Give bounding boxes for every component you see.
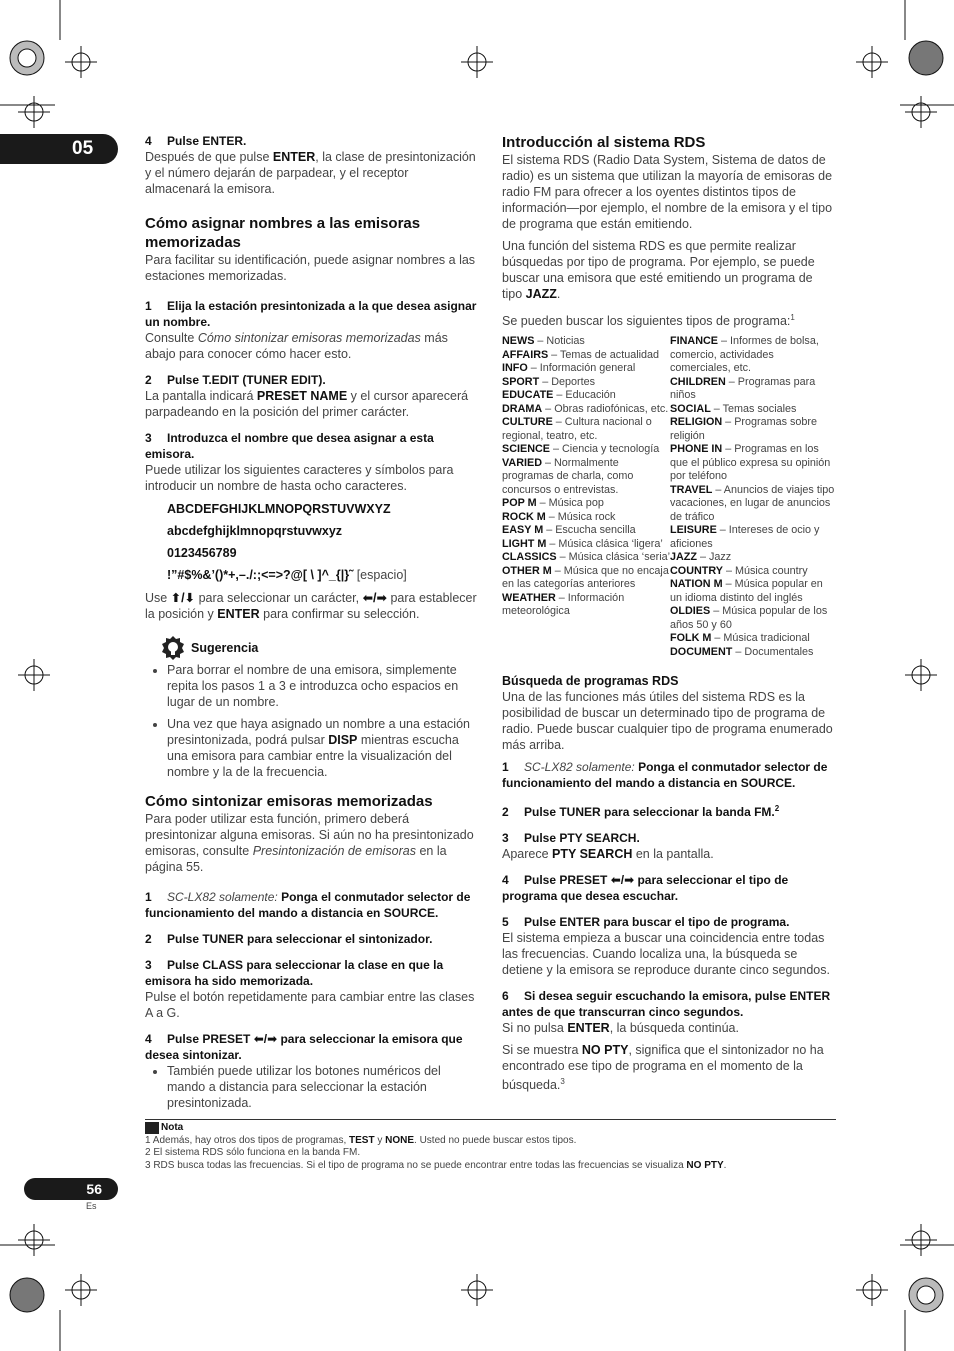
pty-item: LEISURE – Intereses de ocio y aficiones	[670, 524, 820, 550]
footnote-1: 1 Además, hay otros dos tipos de programas, TEST y NONE. Usted no puede buscar estos tipos.	[145, 1134, 577, 1146]
tip-item: • Una vez que haya asignado un nombre a una estación presintonizada, podrá pulsar DISP mientras escucha una emisora para cambiar entre la visualización del nombre y la de la frecuencia.	[167, 716, 477, 780]
footnote-2: 2 El sistema RDS sólo funciona en la banda FM.	[145, 1147, 361, 1158]
pty-item: OLDIES – Música popular de los años 50 y 60	[670, 605, 828, 631]
tune-step-4-list	[145, 1063, 477, 1111]
pty-item: LIGHT M – Música clásica ‘ligera’	[502, 537, 663, 550]
pty-item: CHILDREN – Programas para niños	[670, 375, 816, 402]
footnotes	[145, 1122, 836, 1172]
rds-step-3: 3 Pulse PTY SEARCH.	[502, 831, 640, 846]
search-intro: Una de las funciones más útiles del sistema RDS es la posibilidad de buscar un determinado tipo de programa de radio. Puede buscar cualquier tipo de programa enumerado más arriba.	[502, 690, 833, 753]
rds-step-5-text: El sistema empieza a buscar una coincidencia entre todas las frecuencias. Cuando localiza una, la búsqueda se detiene y la emisora se reproduce durante cinco segundos.	[502, 931, 830, 978]
section-heading-names: Cómo asignar nombres a las emisoras memorizadas	[145, 215, 421, 251]
tune-step-1: 1 SC-LX82 solamente: Ponga el conmutador selector de funcionamiento del mando a distancia en SOURCE.	[145, 890, 471, 920]
list-item: • También puede utilizar los botones numéricos del mando a distancia para seleccionar la estación presintonizada.	[167, 1063, 477, 1111]
rds-step-3-text: Aparece PTY SEARCH en la pantalla.	[502, 847, 714, 862]
pty-item: DRAMA – Obras radiofónicas, etc.	[502, 402, 669, 415]
step-1-names: 1 Elija la estación presintonizada a la que desea asignar un nombre.	[145, 299, 477, 329]
left-column	[145, 133, 477, 1117]
rds-step-4: 4 Pulse PRESET ⬅/➡ para seleccionar el tipo de programa que desea escuchar.	[502, 873, 789, 904]
pty-item: AFFAIRS – Temas de actualidad	[502, 348, 660, 361]
pty-item: CLASSICS – Música clásica ‘seria’	[502, 551, 670, 564]
rds-step-1: 1 SC-LX82 solamente: Ponga el conmutador selector de funcionamiento del mando a distancia en SOURCE.	[502, 760, 828, 791]
rds-step-2: 2 Pulse TUNER para seleccionar la banda FM.$^2$	[502, 804, 780, 820]
note-icon	[145, 1122, 159, 1134]
pty-item: OTHER M – Música que no encaja en las categorías anteriores	[502, 564, 669, 591]
pty-item: CULTURE – Cultura nacional o regional, teatro, etc.	[502, 416, 652, 442]
step-2-text: La pantalla indicará PRESET NAME y el cursor aparecerá parpadeando en la posición del primer carácter.	[145, 389, 469, 419]
pty-item: EDUCATE – Educación	[502, 389, 616, 402]
chars-digits: 0123456789	[167, 546, 237, 560]
rds-paragraph-1: El sistema RDS (Radio Data System, Sistema de datos de radio) es un sistema que utilizan la mayoría de emisoras de radio FM para ofrecer a los oyentes distintos tipos de información—por ejemplo, el nombre de la emisora y el tipo de programa que están emitiendo.	[502, 153, 833, 231]
tune-intro: Para poder utilizar esta función, primero deberá presintonizar alguna emisoras. Si aún no ha presintonizado emisoras, consulte Presintonización de emisoras en la página 55.	[145, 812, 474, 874]
character-set	[167, 498, 477, 586]
pty-item: NATION M – Música popular en un idioma distinto del inglés	[670, 578, 823, 604]
step-1-text: Consulte Cómo sintonizar emisoras memorizadas más abajo para conocer cómo hacer esto.	[145, 331, 448, 361]
pty-item: SPORT – Deportes	[502, 375, 596, 388]
pty-column-right	[670, 335, 836, 659]
rds-step-6-text-2: Si se muestra NO PTY, significa que el sintonizador no ha encontrado ese tipo de programa en el momento de la búsqueda.$^3$	[502, 1043, 824, 1093]
pty-item: RELIGION – Programas sobre religión	[670, 416, 818, 442]
section-heading-rds: Introducción al sistema RDS	[502, 134, 706, 151]
lightbulb-icon	[161, 636, 185, 660]
chars-upper: ABCDEFGHIJKLMNOPQRSTUVWXYZ	[167, 502, 391, 516]
rds-step-6-text: Si no pulsa ENTER, la búsqueda continúa.	[502, 1021, 739, 1036]
tune-step-2: 2 Pulse TUNER para seleccionar el sintonizador.	[145, 932, 433, 946]
pty-item: PHONE IN – Programas en los que el público expresa su opinión por teléfono	[670, 443, 831, 483]
pty-item: POP M – Música pop	[502, 497, 604, 510]
pty-item: VARIED – Normalmente programas de charla, como concursos o entrevistas.	[502, 456, 634, 496]
step-3-text: Puede utilizar los siguientes caracteres y símbolos para introducir un nombre de hasta ocho caracteres.	[145, 463, 454, 493]
language-code: Es	[86, 1201, 97, 1211]
pty-item: INFO – Información general	[502, 362, 636, 375]
cursor-instructions: Use ⬆/⬇ para seleccionar un carácter, ⬅/➡ para establecer la posición y ENTER para confirmar su selección.	[145, 591, 477, 621]
chars-lower: abcdefghijklmnopqrstuvwxyz	[167, 524, 343, 538]
rds-paragraph-3: Se pueden buscar los siguientes tipos de programa:$^1$	[502, 313, 795, 329]
rds-paragraph-2: Una función del sistema RDS es que permite realizar búsquedas por tipo de programa. Por ejemplo, se puede buscar una emisora que esté emitiendo un programa de tipo JAZZ.	[502, 239, 815, 301]
pty-item: FINANCE – Informes de bolsa, comercio, actividades comerciales, etc.	[670, 335, 819, 375]
pty-item: SCIENCE – Ciencia y tecnología	[502, 443, 660, 456]
pty-list	[502, 335, 836, 659]
pty-item: COUNTRY – Música country	[670, 564, 808, 577]
tip-header: Sugerencia	[161, 636, 477, 660]
pty-item: DOCUMENT – Documentales	[670, 645, 814, 658]
tip-list	[145, 662, 477, 780]
notes-header: Nota	[145, 1122, 836, 1135]
pty-item: WEATHER – Información meteorológica	[502, 591, 625, 618]
chapter-tab: 05	[0, 134, 118, 164]
pty-item: JAZZ – Jazz	[670, 551, 732, 564]
step-2-names: 2 Pulse T.EDIT (TUNER EDIT).	[145, 373, 326, 387]
pty-column-left	[502, 335, 670, 659]
right-column	[502, 133, 836, 1093]
rds-step-5: 5 Pulse ENTER para buscar el tipo de programa.	[502, 915, 790, 930]
pty-item: EASY M – Escucha sencilla	[502, 524, 636, 537]
pty-item: TRAVEL – Anuncios de viajes tipo vacaciones, en lugar de anuncios de tráfico	[670, 483, 835, 523]
step-3-names: 3 Introduzca el nombre que desea asignar a esta emisora.	[145, 431, 434, 461]
pty-item: SOCIAL – Temas sociales	[670, 402, 797, 415]
tune-step-3: 3 Pulse CLASS para seleccionar la clase en que la emisora ha sido memorizada.	[145, 958, 444, 988]
names-intro: Para facilitar su identificación, puede asignar nombres a las estaciones memorizadas.	[145, 253, 476, 283]
pty-item: ROCK M – Música rock	[502, 510, 616, 523]
chars-symbols: !”#$%&’()*+,–./:;<=>?@[ \ ]^_{|}˜ [espacio]	[167, 568, 407, 582]
pty-item: FOLK M – Música tradicional	[670, 632, 810, 645]
notes-divider	[145, 1119, 836, 1120]
tune-step-4: 4 Pulse PRESET ⬅/➡ para seleccionar la emisora que desea sintonizar.	[145, 1032, 463, 1062]
rds-step-6: 6 Si desea seguir escuchando la emisora, pulse ENTER antes de que transcurran cinco segundos.	[502, 989, 831, 1020]
step-enter-text: Después de que pulse ENTER, la clase de presintonización y el número dejarán de parpadear, y el receptor almacenará la emisora.	[145, 150, 476, 196]
tune-step-3-text: Pulse el botón repetidamente para cambiar entre las clases A a G.	[145, 990, 475, 1020]
footnote-3: 3 RDS busca todas las frecuencias. Si el tipo de programa no se puede encontrar entre todas las frecuencias se visualiza NO PTY.	[145, 1159, 727, 1171]
pty-item: NEWS – Noticias	[502, 335, 585, 348]
section-heading-tune: Cómo sintonizar emisoras memorizadas	[145, 793, 433, 810]
tip-item: • Para borrar el nombre de una emisora, simplemente repita los pasos 1 a 3 e introduzca ocho espacios en lugar de un nombre.	[167, 662, 477, 710]
section-heading-search: Búsqueda de programas RDS	[502, 674, 679, 689]
page-number: 56	[24, 1178, 118, 1200]
step-enter: 4 Pulse ENTER.	[145, 134, 247, 148]
